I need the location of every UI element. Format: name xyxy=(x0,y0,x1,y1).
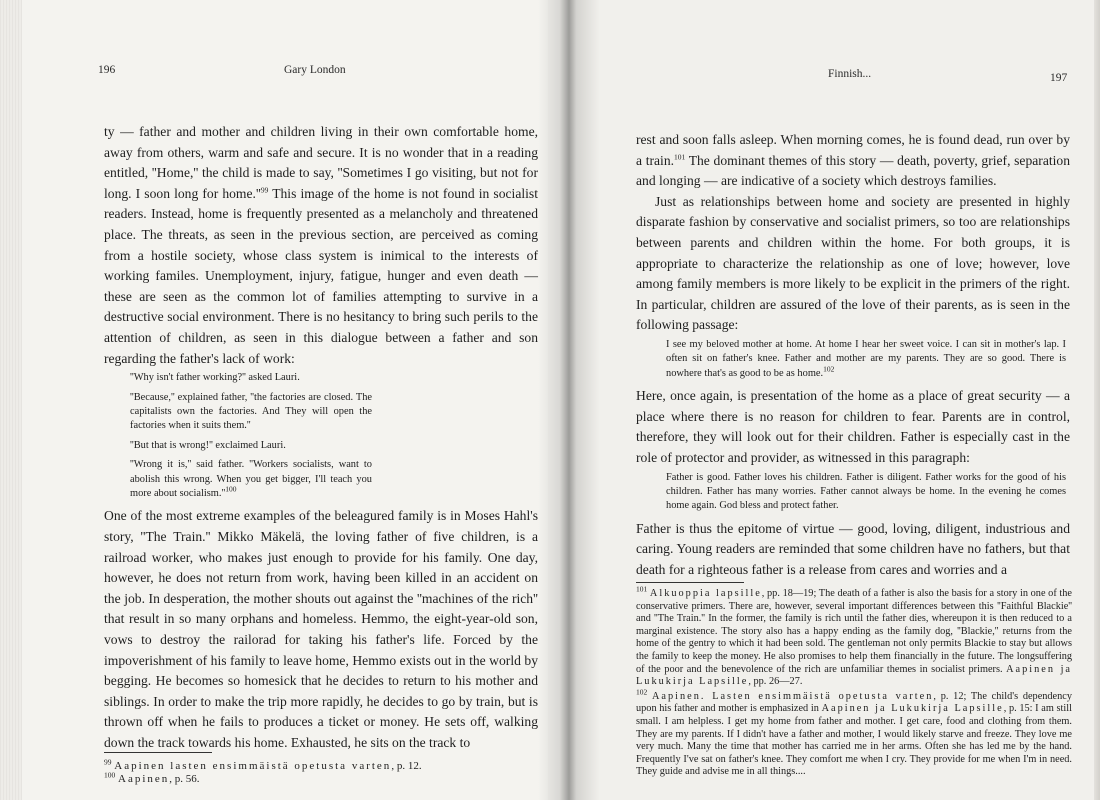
left-paragraph-2: One of the most extreme examples of the beleagured family is in Moses Hahl's story, ''The Train.'' Mikko Mäkelä, the loving father of five children, is a railroad worker, who makes just enough to provide for his family. One day, however, he does not return from work, having been killed in an accident on the job. In desperation, the mother shouts out against the ''machines of the rich'' that result in so many orphans and homeless. Hemmo, the eight-year-old son, vows to destroy the railorad for taking his father's life. Forced by the impoverishment of his family to leave home, Hemmo exists out in the world by begging. He becomes so homesick that he decides to return to his mother and siblings. In order to make the trip more rapidly, he decides to go by train, but is thrown off when he fails to produces a ticket or money. He sets off, walking down the track towards his home. Exhausted, he sits on the track to xyxy=(104,508,538,750)
father-quote: Father is good. Father loves his children. Father is diligent. Father works for the good of his children. Father has many worries. Father cannot always be home. In the evening he comes home again. God bless and protect father. xyxy=(666,471,1066,512)
left-page xyxy=(0,0,548,800)
footnote-rule xyxy=(636,582,744,583)
footnote-101: $^{101}$ Alkuoppia lapsille, pp. 18—19; The death of a father is also the basis for a story in one of the conservative primers. There are, however, several important differences between this ''Faithful Blackie'' and ''The Train.'' In the former, the family is rich until the father dies, whereupon it is then reduced to a marginal existence. The story also has a happy ending as the family dog, ''Blackie,'' returns from the home of the gentry to which it had been sold. The gentleman not only permits Blackie to stay but allows the family to keep the money. He also promises to help them financially in the future. The longsuffering of the poor and the benevolence of the rich are unfamiliar themes in socialist primers. Aapinen ja Lukukirja Lapsille, pp. 26—27. xyxy=(636,584,1072,688)
footnote-102: $^{102}$ Aapinen. Lasten ensimmäistä opetusta varten, p. 12; The child's dependency upon his father and mother is emphasized in Aapinen ja Lukukirja Lapsille, p. 15: I am still small. I am helpless. I get my home from father and mother. I get care, food and clothing from them. They are my parents. If I didn't have a father and mother, I would likely starve and freeze. They love me very much. Many the time that mother has carried me in her arms. Often she has led me by the hand. Frequently I've sat on father's knee. They comfort me when I cry. They provide for me when I'm in need. They guide and advise me in all things.... xyxy=(636,687,1072,778)
right-paragraph-3: Here, once again, is presentation of the home as a place of great security — a place where there is no reason for children to fear. Parents are in control, therefore, they will look out for their children. Father is especially cast in the role of protector and provider, as witnessed in this paragraph: xyxy=(636,388,1070,465)
footnote-ref-102[interactable]: 102 xyxy=(823,364,835,374)
left-running-head: Gary London xyxy=(284,64,346,76)
dialogue-quote xyxy=(130,371,372,501)
quote-line: ''Wrong it is,'' said father. ''Workers socialists, want to abolish this wrong. When you get bigger, I'll teach you more about $socialism.''^{100}$ xyxy=(130,459,372,499)
left-page-number: 196 xyxy=(98,64,116,76)
right-paragraph-2: Just as relationships between home and society are presented in highly disparate fashion by conservative and socialist primers, so too are relationships between parents and children within the home. For both groups, it is appropriate to characterize the relationship as one of love; however, love among family members is more likely to be explicit in the primers of the right. In particular, children are assured of the love of their parents, as is seen in the following passage: xyxy=(636,193,1070,333)
quote-line: ''Why isn't father working?'' asked Lauri. xyxy=(130,372,300,384)
footnote-100: $^{100}$ Aapinen, p. 56. xyxy=(104,770,200,785)
page-edges xyxy=(0,0,22,800)
right-paragraph-4: Father is thus the epitome of virtue — good, loving, diligent, industrious and caring. Young readers are reminded that some children have no fathers, but that death for a righteous father is a release from cares and worries and a xyxy=(636,520,1070,577)
footnote-ref-101[interactable]: 101 xyxy=(674,152,686,162)
right-running-head: Finnish... xyxy=(828,68,872,80)
right-footnotes xyxy=(636,584,1072,779)
quote-line: ''Because,'' explained father, ''the factories are closed. The capitalists own the factories. And They will open the factories when it suits them.'' xyxy=(130,391,372,432)
right-page xyxy=(548,0,1100,800)
right-body xyxy=(636,130,1070,581)
page-edge-right xyxy=(1094,0,1100,800)
right-page-number: 197 xyxy=(1050,72,1068,84)
left-footnotes xyxy=(104,757,534,786)
left-paragraph-1: ty — father and mother and children living in their own comfortable home, away from others, warm and safe and secure. It is no wonder that in a reading entitled, ''Home,'' the child is made to say, ''Sometimes I go visiting, but not for long. I soon long for $home.''^{99}$ This image of the home is not found in socialist readers. Instead, home is frequently presented as a melancholy and threatened place. The threats, as seen in the previous section, are perceived as coming from a hostile society, whose class system is inimical to the interests of working familes. Unemployment, injury, fatigue, hunger and even death — these are seen as the common lot of families attempting to survive in a destructive social environment. There is no hesitancy to bring such perils to the attention of children, as seen in this dialogue between a father and son regarding the father's lack of work: xyxy=(104,124,538,366)
left-body xyxy=(104,122,538,754)
footnote-ref-100[interactable]: 100 xyxy=(225,484,237,494)
quote-line: ''But that is wrong!'' exclaimed Lauri. xyxy=(130,439,286,451)
mother-quote: I see my beloved mother at home. At home I hear her sweet voice. I can sit in mother's lap. I often sit on father's knee. Father and mother are my parents. They are so good. There is nowhere that's as good to be as home.$^{102}$ xyxy=(666,338,1066,379)
footnote-ref-99[interactable]: 99 xyxy=(260,185,269,195)
right-paragraph-1: rest and soon falls asleep. When morning comes, he is found dead, run over by a train.$^{101}$ The dominant themes of this story — death, poverty, grief, separation and longing — are indicative of a society which destroys families. xyxy=(636,132,1070,189)
footnote-rule xyxy=(104,752,212,753)
footnote-99: $^{99}$ Aapinen lasten ensimmäistä opetusta varten, p. 12. xyxy=(104,757,422,772)
